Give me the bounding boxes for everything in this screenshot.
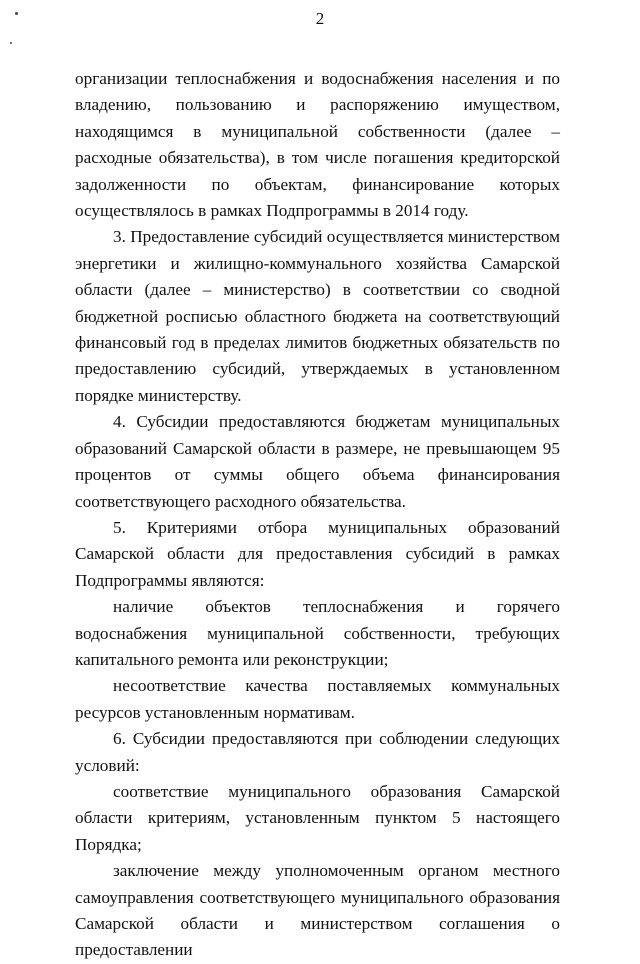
paragraph-clause-3: 3. Предоставление субсидий осуществляется министерством энергетики и жилищно-коммунального хозяйства Самарской области (далее – министерство) в соответствии со сводной бюджетной росписью областного бюджета на соответствующий финансовый год в пределах лимитов бюджетных обязательств по предоставлению субсидий, утверждаемых в установленном порядке министерству.: [75, 227, 560, 405]
paragraph-condition-2: заключение между уполномоченным органом местного самоуправления соответствующего муниципального образования Самарской области и министерством соглашения о предоставлении: [75, 861, 560, 960]
paragraph-clause-4: 4. Субсидии предоставляются бюджетам муниципальных образований Самарской области в размере, не превышающем 95 процентов от суммы общего объема финансирования соответствующего расходного обязательства.: [75, 412, 560, 511]
paragraph-clause-5: 5. Критериями отбора муниципальных образований Самарской области для предоставления субсидий в рамках Подпрограммы являются:: [75, 517, 560, 590]
paragraph-clause-6: 6. Субсидии предоставляются при соблюдении следующих условий:: [75, 729, 560, 775]
paragraph-continuation: организации теплоснабжения и водоснабжения населения и по владению, пользованию и распоряжению имуществом, находящимся в муниципальной собственности (далее – расходные обязательства), в том числе погашения кредиторской задолженности по объектам, финансирование которых осуществлялось в рамках Подпрограммы в 2014 году.: [75, 69, 560, 221]
paragraph-criterion-2: несоответствие качества поставляемых коммунальных ресурсов установленным нормативам.: [75, 676, 560, 722]
paragraph-criterion-1: наличие объектов теплоснабжения и горячего водоснабжения муниципальной собственности, требующих капитального ремонта или реконструкции;: [75, 597, 560, 669]
scan-speck: [15, 12, 18, 15]
scan-speck: [10, 42, 12, 44]
document-body: [75, 66, 560, 964]
page-number: 2: [315, 9, 325, 28]
paragraph-condition-1: соответствие муниципального образования Самарской области критериям, установленным пунктом 5 настоящего Порядка;: [75, 781, 560, 854]
